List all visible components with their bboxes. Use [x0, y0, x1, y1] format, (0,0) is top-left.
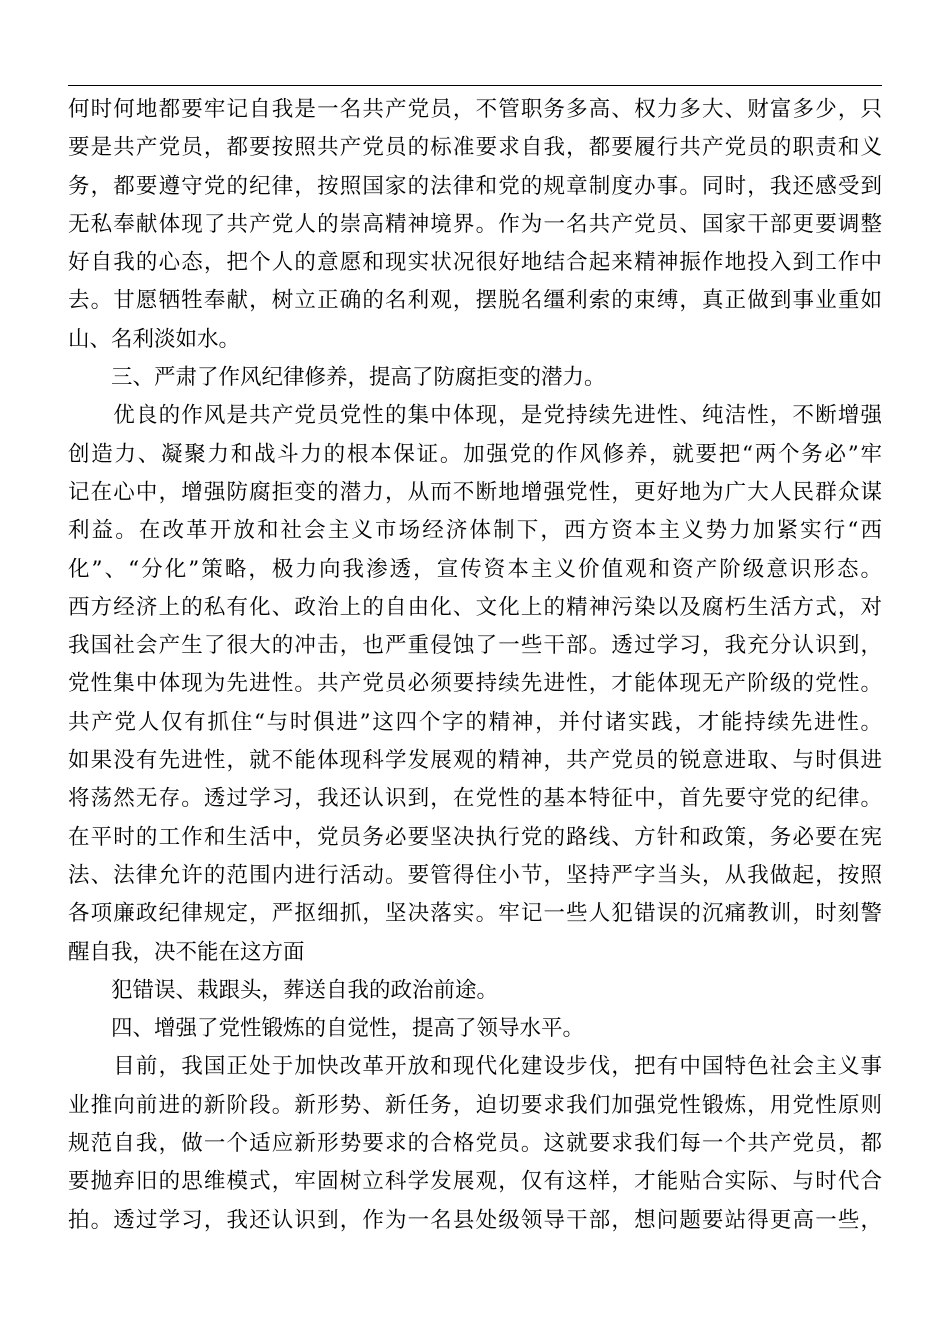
text-line: 创造力、凝聚力和战斗力的根本保证。加强党的作风修养，就要把“两个务必”牢 [68, 441, 882, 467]
text-line: 目前，我国正处于加快改革开放和现代化建设步伐，把有中国特色社会主义事 [68, 1054, 882, 1080]
text-line: 共产党人仅有抓住“与时俱进”这四个字的精神，并付诸实践，才能持续先进性。 [68, 709, 882, 735]
text-line: 在平时的工作和生活中，党员务必要坚决执行党的路线、方针和政策，务必要在宪 [68, 824, 882, 850]
text-line: 法、法律允许的范围内进行活动。要管得住小节，坚持严字当头，从我做起，按照 [68, 862, 882, 888]
header-rule [68, 85, 882, 86]
text-line: 醒自我，决不能在这方面 [68, 939, 305, 965]
section-heading: 三、严肃了作风纪律修养，提高了防腐拒变的潜力。 [68, 365, 606, 391]
text-line: 如果没有先进性，就不能体现科学发展观的精神，共产党员的锐意进取、与时俱进 [68, 748, 882, 774]
text-line: 山、名利淡如水。 [68, 326, 241, 352]
text-line: 无私奉献体现了共产党人的崇高精神境界。作为一名共产党员、国家干部更要调整 [68, 211, 882, 237]
text-line: 我国社会产生了很大的冲击，也严重侵蚀了一些干部。透过学习，我充分认识到， [68, 633, 882, 659]
text-line: 犯错误、栽跟头，葬送自我的政治前途。 [68, 977, 499, 1003]
text-line: 要是共产党员，都要按照共产党员的标准要求自我，都要履行共产党员的职责和义 [68, 135, 882, 161]
text-line: 将荡然无存。透过学习，我还认识到，在党性的基本特征中，首先要守党的纪律。 [68, 786, 882, 812]
section-heading: 四、增强了党性锻炼的自觉性，提高了领导水平。 [68, 1016, 585, 1042]
text-line: 要抛弃旧的思维模式，牢固树立科学发展观，仅有这样，才能贴合实际、与时代合 [68, 1169, 882, 1195]
text-line: 各项廉政纪律规定，严抠细抓，坚决落实。牢记一些人犯错误的沉痛教训，时刻警 [68, 901, 882, 927]
text-line: 西方经济上的私有化、政治上的自由化、文化上的精神污染以及腐朽生活方式，对 [68, 594, 882, 620]
text-line: 优良的作风是共产党员党性的集中体现，是党持续先进性、纯洁性，不断增强 [68, 403, 882, 429]
text-line: 规范自我，做一个适应新形势要求的合格党员。这就要求我们每一个共产党员，都 [68, 1131, 882, 1157]
text-line: 拍。透过学习，我还认识到，作为一名县处级领导干部，想问题要站得更高一些， [68, 1207, 882, 1233]
text-line: 利益。在改革开放和社会主义市场经济体制下，西方资本主义势力加紧实行“西 [68, 518, 882, 544]
text-line: 记在心中，增强防腐拒变的潜力，从而不断地增强党性，更好地为广大人民群众谋 [68, 479, 882, 505]
text-line: 化”、“分化”策略，极力向我渗透，宣传资本主义价值观和资产阶级意识形态。 [68, 556, 882, 582]
text-line: 党性集中体现为先进性。共产党员必须要持续先进性，才能体现无产阶级的党性。 [68, 671, 882, 697]
text-line: 业推向前进的新阶段。新形势、新任务，迫切要求我们加强党性锻炼，用党性原则 [68, 1092, 882, 1118]
text-line: 何时何地都要牢记自我是一名共产党员，不管职务多高、权力多大、财富多少，只 [68, 97, 882, 122]
body-text [68, 91, 882, 1240]
text-line: 去。甘愿牺牲奉献，树立正确的名利观，摆脱名缰利索的束缚，真正做到事业重如 [68, 288, 882, 314]
text-line: 务，都要遵守党的纪律，按照国家的法律和党的规章制度办事。同时，我还感受到 [68, 173, 882, 199]
text-line: 好自我的心态，把个人的意愿和现实状况很好地结合起来精神振作地投入到工作中 [68, 250, 882, 276]
